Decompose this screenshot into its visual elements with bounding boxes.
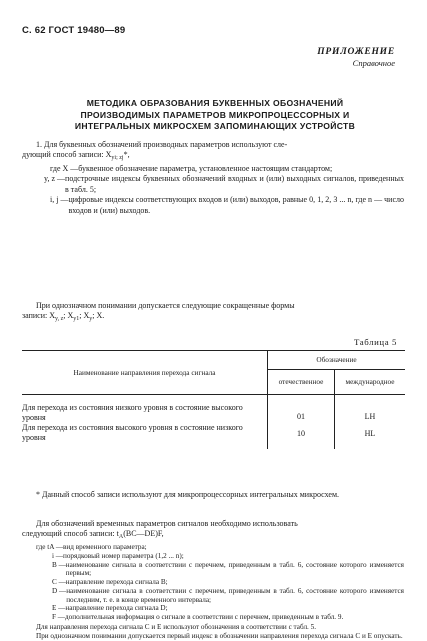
definition-key: где tA — xyxy=(36,543,64,551)
definition-item xyxy=(22,552,404,561)
title-line: ИНТЕГРАЛЬНЫХ МИКРОСХЕМ ЗАПОМИНАЮЩИХ УСТРОЙСТВ xyxy=(74,121,356,132)
paragraph-short-forms xyxy=(22,301,404,324)
table-header-name xyxy=(22,351,268,395)
paragraph-3: Для направления перехода сигнала C и E используют обозначения в соответствии с табл. 5. xyxy=(36,623,317,632)
definition-item xyxy=(22,587,404,605)
table-caption: Таблица 5 xyxy=(353,337,397,347)
table-cell-international: LH xyxy=(335,395,406,424)
definition-key: D — xyxy=(52,586,67,595)
formula-subscript: y xyxy=(89,316,93,323)
formula-subscript: A xyxy=(118,534,124,541)
definitions-1 xyxy=(22,164,404,216)
definition-value: буквенное обозначение параметра, установленное настоящим стандартом; xyxy=(78,164,333,173)
definition-value: направление перехода сигнала B; xyxy=(65,578,168,587)
document-title xyxy=(30,98,400,133)
definition-item xyxy=(22,543,404,552)
paragraph-1 xyxy=(22,140,404,163)
formula-end: (BC—DE)F, xyxy=(123,529,164,539)
signal-transition-table xyxy=(22,350,405,449)
paragraph-line xyxy=(22,150,404,163)
table-row xyxy=(22,395,405,424)
table-subheader-domestic: отечественное xyxy=(268,370,335,395)
definition-item xyxy=(22,174,404,195)
table-header-label: Наименование направления перехода сигнала xyxy=(73,367,216,377)
paragraph-2 xyxy=(22,519,404,542)
formula-subscript: yi; zj xyxy=(111,155,124,162)
paragraph-line: 1. Для буквенных обозначений производных параметров используют сле- xyxy=(36,140,288,149)
definition-value: подстрочные индексы буквенных обозначений входных и (или) выходных сигналов, приведенных в табл. 5; xyxy=(65,174,404,194)
paragraph-4: При однозначном понимании допускается первый индекс в обозначении направления перехода сигнала C и E опускать. xyxy=(36,631,403,640)
definition-item xyxy=(22,561,404,579)
definitions-2 xyxy=(22,543,404,641)
definition-item xyxy=(22,578,404,587)
definition-value: дополнительная информация о сигнале в соответствии с перечнем, приведенным в табл. 9. xyxy=(64,613,344,622)
definition-value: порядковый номер параметра (1,2 ... n); xyxy=(62,551,184,560)
title-line: МЕТОДИКА ОБРАЗОВАНИЯ БУКВЕННЫХ ОБОЗНАЧЕНИЙ xyxy=(86,98,344,108)
formula-subscript: y, z xyxy=(55,316,64,323)
formula-text: дующий способ записи: X xyxy=(22,150,112,160)
formula-subscript: y1 xyxy=(73,316,80,323)
definition-item xyxy=(22,195,404,216)
definition-item xyxy=(22,164,404,174)
table-cell-international: HL xyxy=(364,429,376,438)
definition-key: i — xyxy=(52,551,63,560)
definition-value: направление перехода сигнала D; xyxy=(65,604,168,613)
appendix-subtitle: Справочное xyxy=(352,58,395,68)
page-header: С. 62 ГОСТ 19480—89 xyxy=(22,25,126,36)
definition-key: E — xyxy=(52,604,66,613)
definition-key: C — xyxy=(52,578,66,587)
table-cell-domestic: 10 xyxy=(268,423,335,449)
footnote: * Данный способ записи используют для микропроцессорных интегральных микросхем. xyxy=(36,490,340,499)
paragraph-line xyxy=(22,529,404,542)
definition-item xyxy=(22,613,404,622)
definition-value: цифровые индексы соответствующих входов и (или) выходов, равные 0, 1, 2, 3 ... n, где n — число входов и (или) выходов. xyxy=(68,195,404,215)
definition-value: вид временного параметра; xyxy=(63,543,147,551)
definition-key: где X — xyxy=(50,164,79,173)
paragraph-line: При однозначном понимании допускается следующие сокращенные формы xyxy=(36,301,295,310)
appendix-title: ПРИЛОЖЕНИЕ xyxy=(317,47,395,57)
title-line: ПРОИЗВОДИМЫХ ПАРАМЕТРОВ МИКРОПРОЦЕССОРНЫХ И xyxy=(80,109,350,120)
table-row xyxy=(22,423,405,449)
paragraph-line: Для обозначений временных параметров сигналов необходимо использовать xyxy=(36,519,298,528)
formula-text: следующий способ записи: t xyxy=(22,529,119,539)
definition-key: B — xyxy=(52,560,66,569)
table-group-header: Обозначение xyxy=(268,351,406,370)
table-subheader-international: международное xyxy=(345,377,395,387)
table-cell-name: Для перехода из состояния низкого уровня в состояние высокого уровня xyxy=(22,395,268,424)
definition-key: y, z — xyxy=(44,174,66,184)
table-cell-domestic: 01 xyxy=(268,395,335,424)
formula-end: *, xyxy=(123,150,130,160)
formula-text: записи: X xyxy=(22,311,55,321)
definition-item xyxy=(22,604,404,613)
table-cell-name: Для перехода из состояния высокого уровня в состояние низкого уровня xyxy=(22,423,268,449)
definition-key: i, j — xyxy=(50,195,69,205)
definition-value: наименование сигнала в соответствии с перечнем, приведенным в табл. 6, состояние которого изменяется первым; xyxy=(65,560,404,578)
definition-key: F — xyxy=(52,613,65,622)
paragraph-line: записи: $X_{y, z}$; $X_{y1}$; $X_y$; X. xyxy=(22,311,105,323)
definition-value: наименование сигнала в соответствии с перечнем, приведенным в табл. 6, состояние которого изменяется последним, т. е. в конце временного интервала; xyxy=(66,586,404,604)
